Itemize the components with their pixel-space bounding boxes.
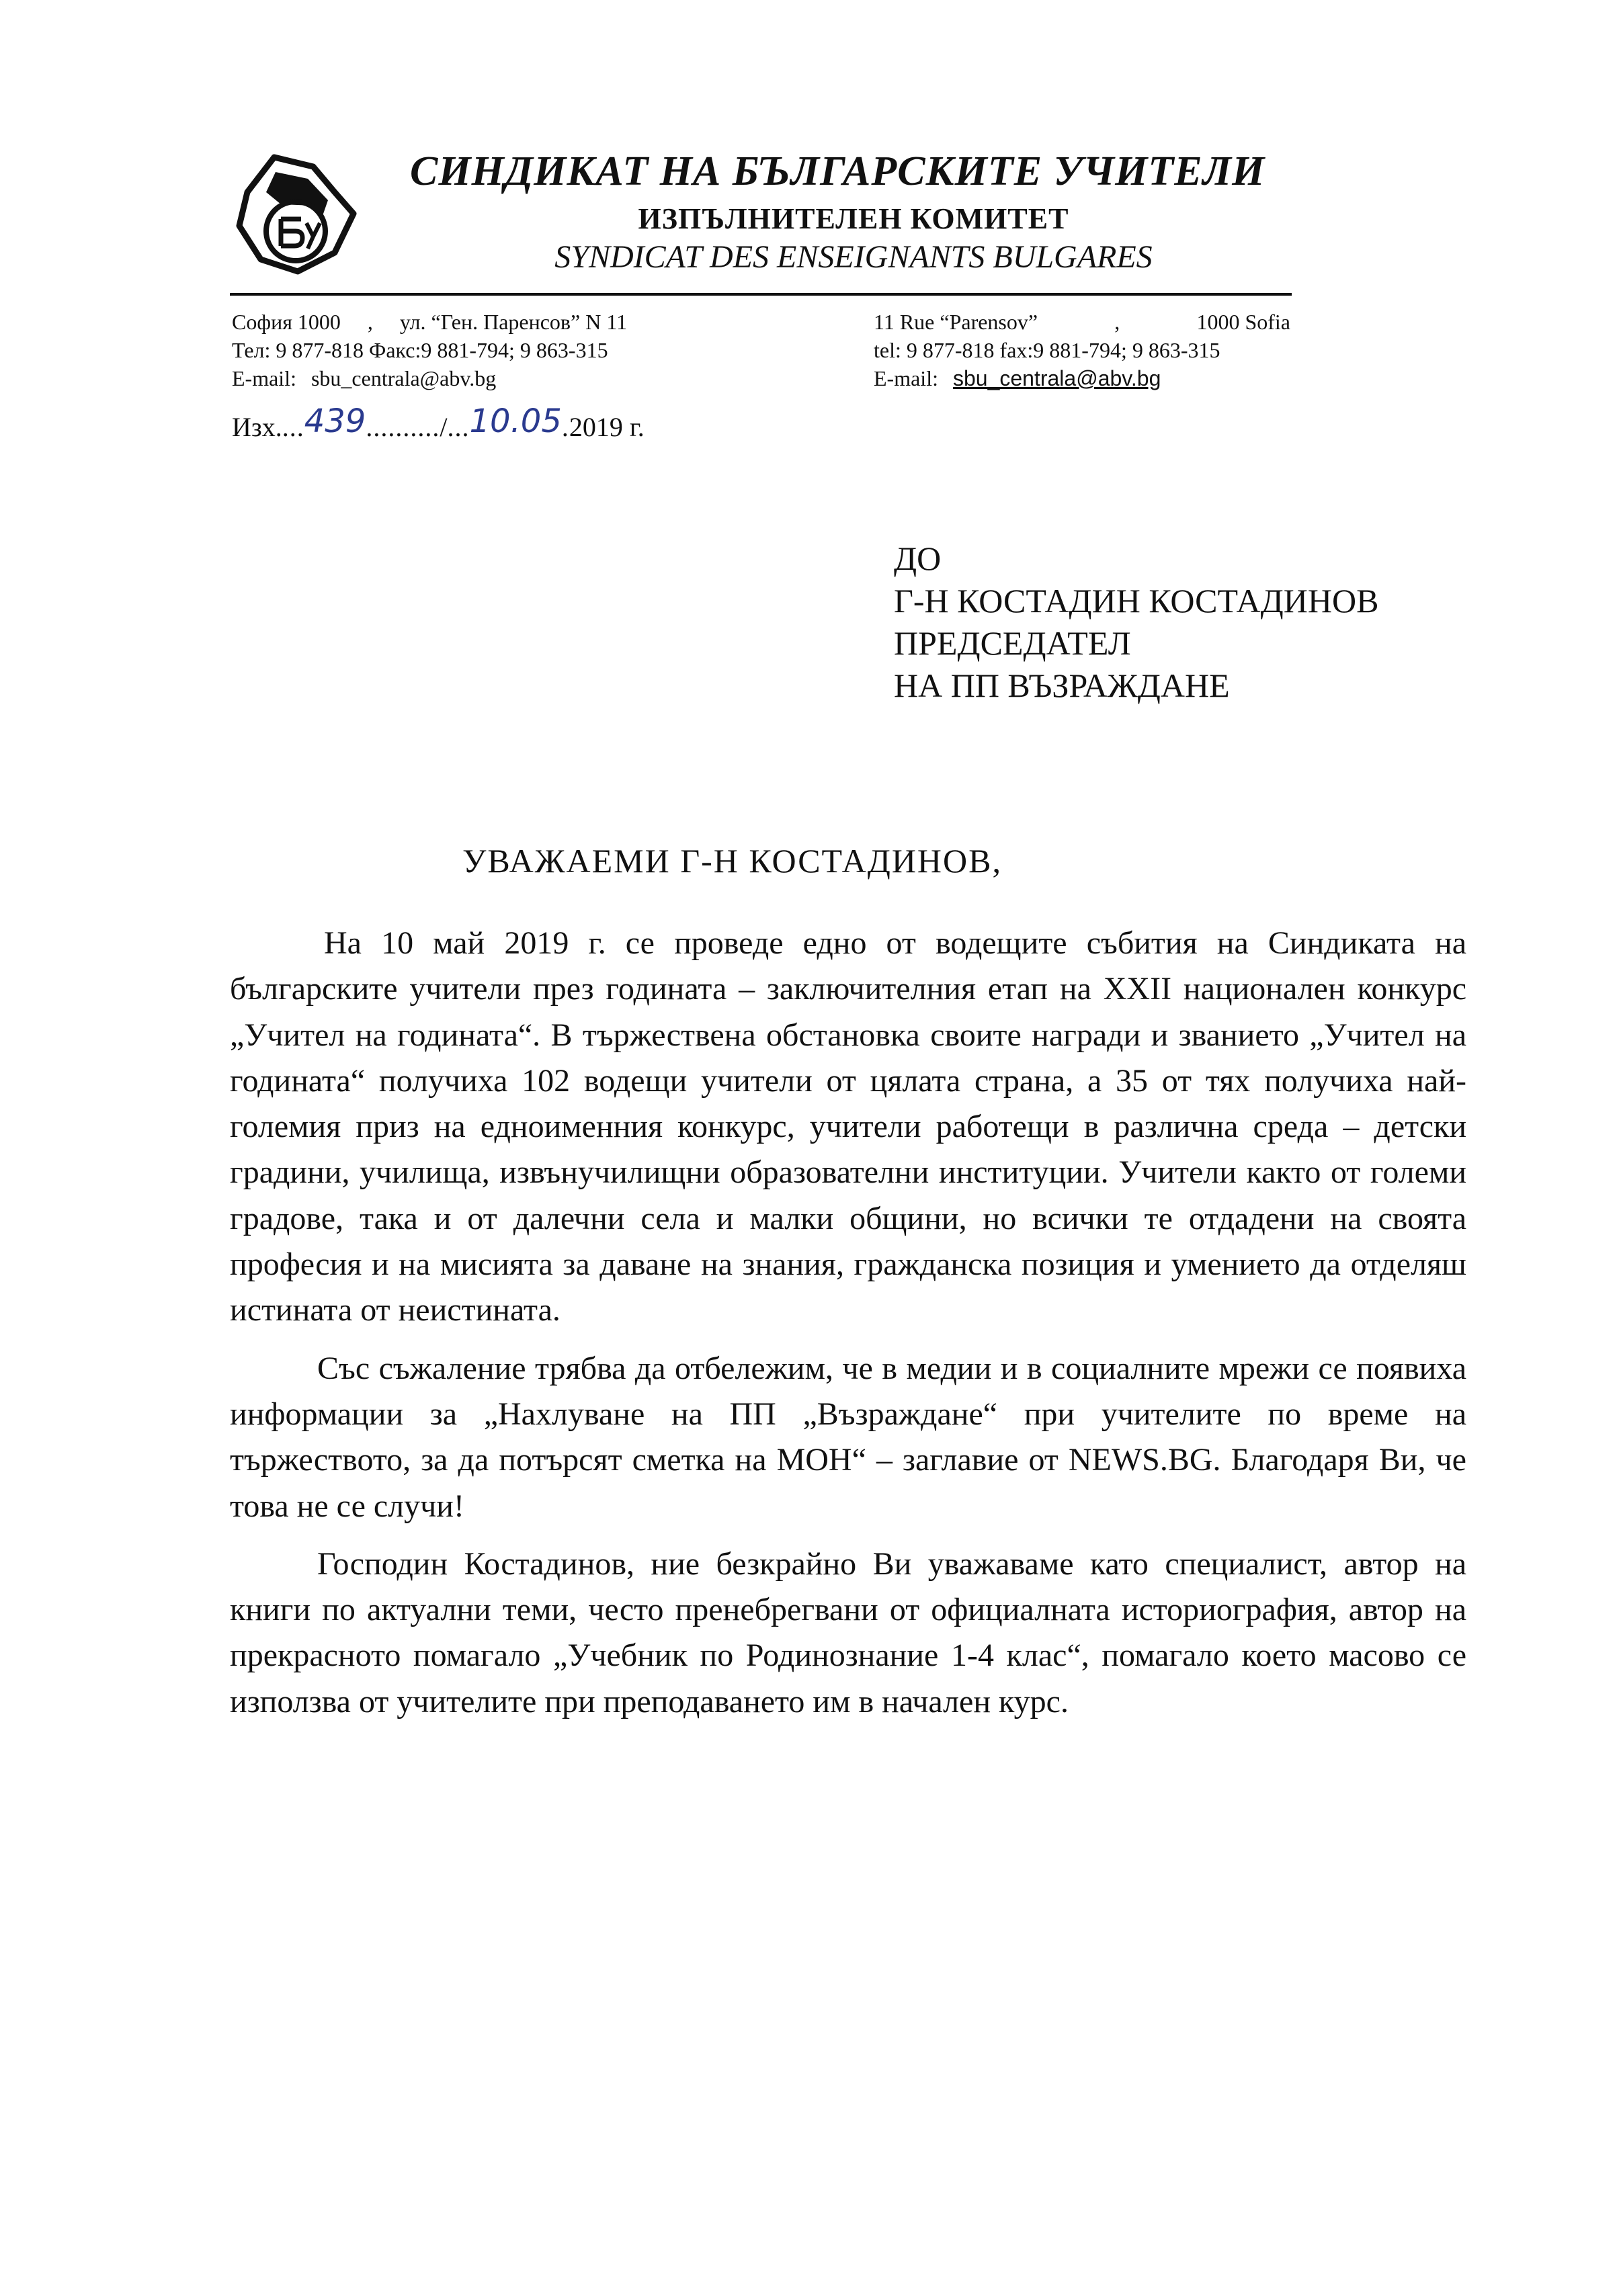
address-city: 1000 Sofia xyxy=(1196,310,1290,334)
reference-prefix: Изх. xyxy=(232,412,282,442)
recipient-block xyxy=(894,538,1378,707)
org-name: СИНДИКАТ НА БЪЛГАРСКИТЕ УЧИТЕЛИ xyxy=(410,148,1265,194)
email-link[interactable]: sbu_centrala@abv.bg xyxy=(952,366,1161,390)
recipient-line: ПРЕДСЕДАТЕЛ xyxy=(894,624,1131,662)
reference-dots: ... xyxy=(282,412,304,442)
address-street: ул. “Ген. Паренсов” N 11 xyxy=(399,310,628,334)
reference-year: 2019 г. xyxy=(569,412,645,442)
reference-number-handwritten: 439 xyxy=(304,402,366,440)
sbu-logo-icon xyxy=(234,152,358,276)
address-separator: , xyxy=(367,310,373,334)
recipient-line: Г-Н КОСТАДИН КОСТАДИНОВ xyxy=(894,582,1379,620)
email-label: E-mail: xyxy=(232,366,296,390)
address-line xyxy=(232,308,756,336)
recipient-line: ДО xyxy=(894,540,942,577)
reference-dots: . xyxy=(561,412,569,442)
salutation-text: УВАЖАЕМИ Г-Н КОСТАДИНОВ, xyxy=(462,842,1002,880)
reference-number xyxy=(232,402,645,444)
address-email-line xyxy=(874,364,1290,392)
address-street: 11 Rue “Parensov” xyxy=(874,310,1038,334)
body-paragraph: Господин Костадинов, ние безкрайно Ви уважаваме като специалист, автор на книги по актуални теми, често пренебрегвани от официалната историография, автор на прекрасното помагало „Учебник по Родинознание 1-4 клас“, помагало което масово се използва от учителите при преподаването им в начален курс. xyxy=(230,1545,1466,1719)
address-city: София 1000 xyxy=(232,310,341,334)
address-bulgarian xyxy=(232,308,756,392)
letter-body xyxy=(230,921,1466,1725)
address-separator: , xyxy=(1114,310,1120,334)
org-subtitle: ИЗПЪЛНИТЕЛЕН КОМИТЕТ xyxy=(638,202,1069,235)
address-phones: tel: 9 877-818 fax:9 881-794; 9 863-315 xyxy=(874,338,1220,362)
salutation xyxy=(0,841,1619,880)
address-line xyxy=(874,308,1290,336)
reference-slash: / xyxy=(440,412,448,442)
email-link[interactable]: sbu_centrala@abv.bg xyxy=(310,366,497,390)
address-phones: Тел: 9 877-818 Факс:9 881-794; 9 863-315 xyxy=(232,338,608,362)
reference-date-handwritten: 10.05 xyxy=(469,402,562,440)
body-paragraph: На 10 май 2019 г. се проведе едно от водещите събития на Синдиката на българските учители през годината – заключителния етап на XXII национален конкурс „Учител на годината“. В тържествена обстановка своите награди и званието „Учител на годината“ получиха 102 водещи учители от цялата страна, а 35 от тях получиха най-големия приз на едноименния конкурс, учители работещи в различна среда – детски градини, училища, извънучилищни образователни институции. Учители както от големи градове, така и от далечни села и малки общини, но всички те отдадени на своята професия и на мисията за даване на знания, гражданска позиция и умението да отделяш истината от неистината. xyxy=(230,925,1466,1328)
address-email-line xyxy=(232,364,756,392)
reference-dots: ... xyxy=(447,412,470,442)
email-label: E-mail: xyxy=(874,366,938,390)
org-name-french: SYNDICAT DES ENSEIGNANTS BULGARES xyxy=(554,239,1153,275)
reference-dots: .......... xyxy=(366,412,440,442)
address-french xyxy=(874,308,1290,392)
recipient-line: НА ПП ВЪЗРАЖДАНЕ xyxy=(894,667,1230,704)
body-paragraph: Със съжаление трябва да отбележим, че в медии и в социалните мрежи се появиха информации за „Нахлуване на ПП „Възраждане“ при учителите по време на тържеството, за да потърсят сметка на МОН“ – заглавие от NEWS.BG. Благодаря Ви, че това не се случи! xyxy=(230,1350,1466,1524)
letterhead-divider xyxy=(230,293,1292,296)
